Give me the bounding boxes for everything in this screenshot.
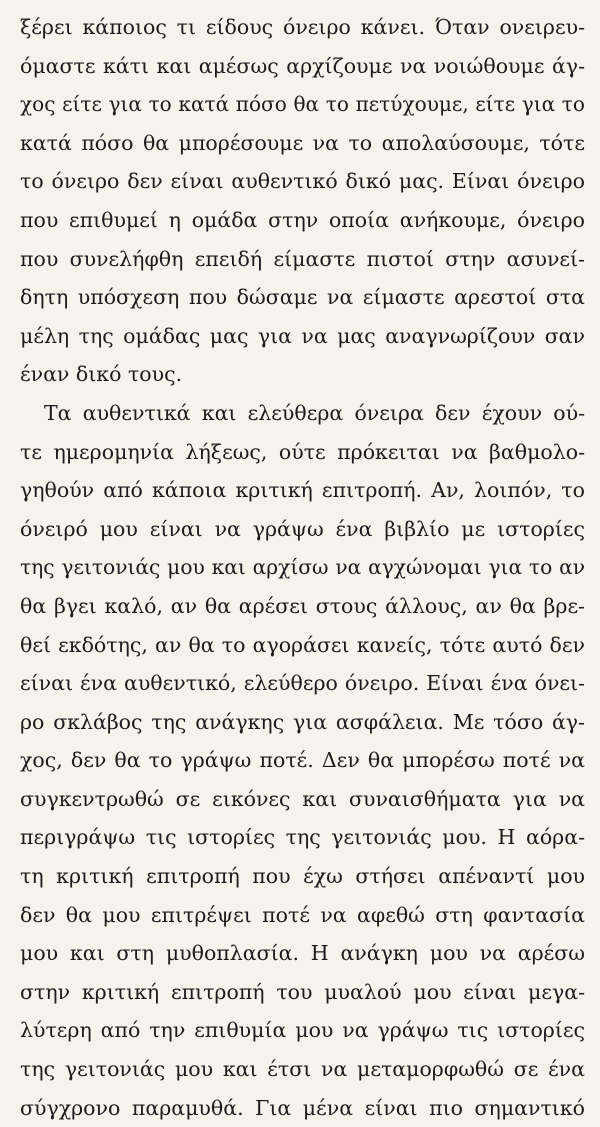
text-line-content: της γειτονιάς μου και έτσι να μεταμορφωθώ σε ένα (20, 1057, 585, 1082)
text-line (20, 162, 585, 201)
text-line-content: θα βγει καλό, αν θα αρέσει στους άλλους, αν θα βρε- (20, 593, 585, 618)
text-line-content: λύτερη από την επιθυμία μου να γράψω τις ιστορίες (20, 1018, 585, 1043)
paragraph (20, 394, 585, 1127)
text-line-content: γηθούν από κάποια κριτική επιτροπή. Αν, λοιπόν, το (20, 478, 585, 503)
text-line-content: που επιθυμεί η ομάδα στην οποία ανήκουμε, όνειρο (20, 207, 585, 232)
text-line-content: χος, δεν θα το γράψω ποτέ. Δεν θα μπορέσω ποτέ να (20, 748, 585, 773)
text-line (20, 664, 585, 703)
text-line (20, 471, 585, 510)
text-line (20, 780, 585, 819)
text-line-content: Τα αυθεντικά και ελεύθερα όνειρα δεν έχουν ού- (44, 400, 585, 425)
text-line (20, 703, 585, 742)
text-line-content: το όνειρο δεν είναι αυθεντικό δικό μας. Είναι όνειρο (20, 169, 585, 194)
text-line (20, 47, 585, 86)
text-line-content: μου και στη μυθοπλασία. Η ανάγκη μου να αρέσω (20, 941, 585, 966)
text-line (20, 510, 585, 549)
text-line-content: όμαστε κάτι και αμέσως αρχίζουμε να νοιώθουμε άγ- (20, 53, 585, 78)
text-line-content: όνειρό μου είναι να γράψω ένα βιβλίο με ιστορίες (20, 516, 585, 541)
text-line (20, 1050, 585, 1089)
text-line (20, 433, 585, 472)
text-line-content: θεί εκδότης, αν θα το αγοράσει κανείς, τότε αυτό δεν (20, 632, 585, 657)
text-line-content: περιγράψω τις ιστορίες της γειτονιάς μου. Η αόρα- (20, 825, 585, 850)
text-line-content: ρο σκλάβος της ανάγκης για ασφάλεια. Με τόσο άγ- (20, 709, 585, 734)
text-line (20, 8, 585, 47)
text-line-content: ξέρει κάποιος τι είδους όνειρο κάνει. Όταν ονειρευ- (20, 15, 585, 39)
text-line-content: σύγχρονο παραμυθά. Για μένα είναι πιο σημαντικό (20, 1095, 585, 1120)
text-line (20, 818, 585, 857)
text-line-content: της γειτονιάς μου και αρχίσω να αγχώνομαι για το αν (20, 555, 585, 580)
text-line-content: στην κριτική επιτροπή του μυαλού μου είναι μεγα- (20, 979, 585, 1004)
text-line-content: που συνελήφθη επειδή είμαστε πιστοί στην ασυνεί- (20, 246, 585, 271)
text-line (20, 626, 585, 665)
text-line (20, 124, 585, 163)
text-line-content: τη κριτική επιτροπή που έχω στήσει απέναντί μου (20, 864, 585, 889)
paragraph (20, 8, 585, 394)
text-line-content: συγκεντρωθώ σε εικόνες και συναισθήματα για να (20, 786, 585, 811)
text-line (20, 741, 585, 780)
text-line-content: τε ημερομηνία λήξεως, ούτε πρόκειται να βαθμολο- (20, 439, 585, 464)
text-line (20, 240, 585, 279)
text-line-content: χος είτε για το κατά πόσο θα το πετύχουμε, είτε για το (20, 92, 585, 117)
text-line (20, 85, 585, 124)
text-line-content: έναν δικό τους. (20, 362, 183, 387)
text-line (20, 355, 585, 394)
text-line (20, 973, 585, 1012)
text-line (20, 278, 585, 317)
text-line (20, 587, 585, 626)
text-line (20, 317, 585, 356)
text-line (20, 934, 585, 973)
text-line-content: κατά πόσο θα μπορέσουμε να το απολαύσουμε, τότε (20, 130, 585, 155)
text-line (20, 1011, 585, 1050)
text-line (20, 548, 585, 587)
text-line (20, 1089, 585, 1127)
text-line (20, 896, 585, 935)
text-line (20, 201, 585, 240)
text-line-content: δητη υπόσχεση που δώσαμε να είμαστε αρεστοί στα (20, 285, 585, 310)
text-line-content: μέλη της ομάδας μας για να μας αναγνωρίζουν σαν (20, 323, 585, 348)
text-line (20, 857, 585, 896)
text-line (20, 394, 585, 433)
text-line-content: δεν θα μου επιτρέψει ποτέ να αφεθώ στη φαντασία (20, 902, 585, 927)
text-line-content: είναι ένα αυθεντικό, ελεύθερο όνειρο. Είναι ένα όνει- (20, 671, 585, 696)
body-text (20, 8, 585, 1127)
